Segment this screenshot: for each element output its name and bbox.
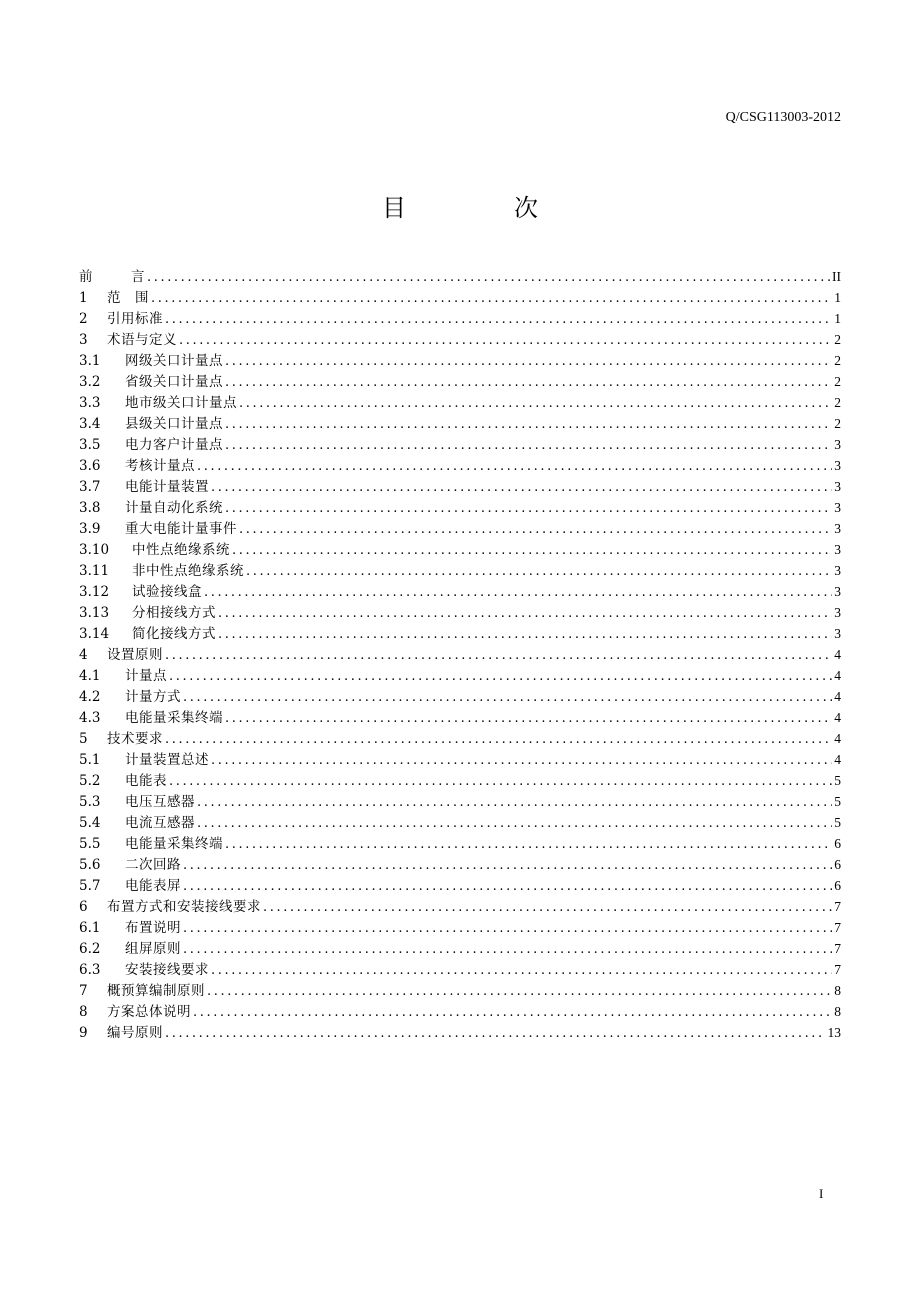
toc-entry-label: 言	[131, 269, 145, 285]
toc-entry[interactable]	[79, 749, 841, 770]
toc-entry-label: 计量装置总述	[125, 752, 209, 768]
toc-entry-page: 2	[834, 374, 841, 389]
toc-dot-leader	[165, 309, 832, 330]
toc-entry-number: 6.2	[79, 941, 101, 957]
toc-dot-leader	[165, 729, 832, 750]
toc-dot-leader	[183, 876, 832, 897]
page-number: I	[819, 1186, 824, 1201]
toc-entry[interactable]	[79, 959, 841, 980]
toc-dot-leader	[239, 393, 832, 414]
toc-entry-number: 1	[79, 290, 88, 306]
toc-entry-label: 概预算编制原则	[107, 983, 205, 999]
toc-dot-leader	[204, 582, 832, 603]
toc-entry-label: 电能量采集终端	[125, 836, 223, 852]
toc-entry[interactable]	[79, 350, 841, 371]
toc-entry-label: 重大电能计量事件	[125, 521, 237, 537]
toc-entry-page: 7	[834, 920, 841, 935]
toc-entry[interactable]	[79, 560, 841, 581]
toc-entry-number: 3	[79, 332, 88, 348]
toc-entry-label: 术语与定义	[107, 332, 177, 348]
page-title: 目 次	[382, 194, 580, 222]
toc-entry-page: 5	[834, 794, 841, 809]
toc-dot-leader	[211, 477, 832, 498]
toc-entry[interactable]	[79, 875, 841, 896]
toc-entry-page: 4	[834, 668, 841, 683]
toc-entry[interactable]	[79, 644, 841, 665]
toc-entry[interactable]	[79, 854, 841, 875]
toc-entry-page: 5	[834, 815, 841, 830]
toc-entry-number: 3.9	[79, 521, 101, 537]
toc-dot-leader	[225, 351, 832, 372]
toc-entry-page: 3	[834, 626, 841, 641]
toc-entry-page: 2	[834, 416, 841, 431]
toc-entry[interactable]	[79, 602, 841, 623]
toc-dot-leader	[183, 855, 832, 876]
toc-entry-page: 3	[834, 584, 841, 599]
toc-dot-leader	[169, 771, 832, 792]
toc-entry-page: 1	[834, 311, 841, 326]
toc-entry[interactable]	[79, 1022, 841, 1043]
toc-entry-page: 4	[834, 731, 841, 746]
toc-dot-leader	[225, 414, 832, 435]
toc-entry-label: 布置说明	[125, 920, 181, 936]
toc-dot-leader	[211, 750, 832, 771]
toc-entry-label: 县级关口计量点	[125, 416, 223, 432]
toc-dot-leader	[197, 792, 832, 813]
toc-entry-number: 2	[79, 311, 88, 327]
toc-entry-page: 1	[834, 290, 841, 305]
toc-entry-page: 5	[834, 773, 841, 788]
toc-dot-leader	[179, 330, 832, 351]
toc-entry-page: 3	[834, 542, 841, 557]
toc-dot-leader	[193, 1002, 832, 1023]
toc-entry[interactable]	[79, 686, 841, 707]
toc-entry-label: 简化接线方式	[132, 626, 216, 642]
toc-entry-page: 8	[834, 983, 841, 998]
toc-entry-page: 4	[834, 752, 841, 767]
toc-entry-page: 4	[834, 647, 841, 662]
toc-entry-label: 电能计量装置	[125, 479, 209, 495]
toc-entry-label: 二次回路	[125, 857, 181, 873]
toc-entry-number: 3.5	[79, 437, 101, 453]
toc-entry-number: 5.7	[79, 878, 101, 894]
toc-entry-page: 3	[834, 437, 841, 452]
toc-entry[interactable]	[79, 728, 841, 749]
toc-entry-number: 3.13	[79, 605, 110, 621]
toc-entry-number: 3.14	[79, 626, 110, 642]
toc-entry-number: 5.3	[79, 794, 101, 810]
toc-dot-leader	[165, 645, 832, 666]
toc-dot-leader	[225, 834, 832, 855]
toc-dot-leader	[207, 981, 832, 1002]
toc-entry-page: 4	[834, 689, 841, 704]
toc-entry-page: II	[832, 269, 841, 284]
toc-entry[interactable]	[79, 455, 841, 476]
toc-entry[interactable]	[79, 392, 841, 413]
toc-entry-number: 6.3	[79, 962, 101, 978]
toc-entry-number: 7	[79, 983, 88, 999]
toc-entry[interactable]	[79, 623, 841, 644]
toc-dot-leader	[165, 1023, 826, 1044]
toc-entry[interactable]	[79, 266, 841, 287]
document-code: Q/CSG113003-2012	[725, 110, 841, 125]
toc-dot-leader	[239, 519, 832, 540]
toc-dot-leader	[197, 456, 832, 477]
toc-dot-leader	[225, 498, 832, 519]
toc-entry-label: 地市级关口计量点	[125, 395, 237, 411]
toc-entry-label: 技术要求	[107, 731, 163, 747]
toc-entry-number: 3.11	[79, 563, 110, 579]
toc-entry[interactable]	[79, 665, 841, 686]
toc-entry-label: 电流互感器	[125, 815, 195, 831]
toc-entry-label: 引用标准	[107, 311, 163, 327]
toc-entry[interactable]	[79, 476, 841, 497]
toc-entry-number: 5.5	[79, 836, 101, 852]
toc-entry-label: 电能量采集终端	[125, 710, 223, 726]
toc-dot-leader	[147, 267, 830, 288]
toc-entry-number: 8	[79, 1004, 88, 1020]
toc-entry-label: 省级关口计量点	[125, 374, 223, 390]
toc-entry-number: 3.12	[79, 584, 110, 600]
toc-entry-page: 2	[834, 395, 841, 410]
toc-entry-label: 分相接线方式	[132, 605, 216, 621]
toc-entry-label: 考核计量点	[125, 458, 195, 474]
toc-entry-number: 4.1	[79, 668, 101, 684]
toc-entry-page: 8	[834, 1004, 841, 1019]
toc-entry[interactable]	[79, 812, 841, 833]
table-of-contents	[79, 266, 841, 1043]
toc-entry-label: 中性点绝缘系统	[132, 542, 230, 558]
toc-entry[interactable]	[79, 329, 841, 350]
toc-entry-label: 试验接线盒	[132, 584, 202, 600]
toc-entry-label: 设置原则	[107, 647, 163, 663]
toc-entry-page: 4	[834, 710, 841, 725]
toc-entry-number: 6.1	[79, 920, 101, 936]
toc-entry-label: 非中性点绝缘系统	[132, 563, 244, 579]
toc-entry-number: 3.1	[79, 353, 101, 369]
toc-dot-leader	[225, 372, 832, 393]
toc-entry-page: 3	[834, 563, 841, 578]
toc-dot-leader	[225, 435, 832, 456]
toc-entry-page: 3	[834, 605, 841, 620]
toc-dot-leader	[263, 897, 832, 918]
toc-entry-label: 组屏原则	[125, 941, 181, 957]
toc-entry[interactable]	[79, 287, 841, 308]
toc-entry-number: 4	[79, 647, 88, 663]
toc-entry[interactable]	[79, 413, 841, 434]
toc-entry[interactable]	[79, 917, 841, 938]
toc-entry-number: 5.1	[79, 752, 101, 768]
toc-entry[interactable]	[79, 896, 841, 917]
toc-entry-number: 9	[79, 1025, 88, 1041]
toc-dot-leader	[211, 960, 832, 981]
toc-entry-label: 电能表屏	[125, 878, 181, 894]
toc-entry[interactable]	[79, 581, 841, 602]
toc-entry-number: 3.2	[79, 374, 101, 390]
toc-entry[interactable]	[79, 371, 841, 392]
toc-entry-number: 6	[79, 899, 88, 915]
toc-dot-leader	[218, 603, 832, 624]
toc-entry-page: 7	[834, 899, 841, 914]
toc-entry[interactable]	[79, 539, 841, 560]
toc-entry-label: 电力客户计量点	[125, 437, 223, 453]
toc-entry-label: 布置方式和安装接线要求	[107, 899, 261, 915]
toc-entry-number: 5.6	[79, 857, 101, 873]
toc-entry-page: 6	[834, 878, 841, 893]
toc-entry-page: 6	[834, 836, 841, 851]
toc-entry-number: 3.6	[79, 458, 101, 474]
toc-entry-label: 计量自动化系统	[125, 500, 223, 516]
toc-dot-leader	[225, 708, 832, 729]
toc-entry-label: 电压互感器	[125, 794, 195, 810]
toc-entry-number: 4.2	[79, 689, 101, 705]
toc-entry[interactable]	[79, 791, 841, 812]
toc-dot-leader	[183, 939, 832, 960]
toc-entry[interactable]	[79, 308, 841, 329]
toc-dot-leader	[183, 918, 832, 939]
toc-dot-leader	[232, 540, 832, 561]
toc-entry[interactable]	[79, 938, 841, 959]
toc-entry[interactable]	[79, 770, 841, 791]
toc-entry[interactable]	[79, 1001, 841, 1022]
toc-entry[interactable]	[79, 980, 841, 1001]
toc-entry-label: 范 围	[107, 290, 149, 306]
toc-entry-page: 2	[834, 332, 841, 347]
toc-dot-leader	[246, 561, 832, 582]
toc-entry-page: 7	[834, 941, 841, 956]
toc-entry-number: 3.8	[79, 500, 101, 516]
toc-entry-number: 5.4	[79, 815, 101, 831]
toc-entry-number: 3.4	[79, 416, 101, 432]
toc-entry-label: 安装接线要求	[125, 962, 209, 978]
toc-entry-page: 3	[834, 458, 841, 473]
toc-entry-number: 4.3	[79, 710, 101, 726]
toc-entry[interactable]	[79, 434, 841, 455]
toc-entry-page: 3	[834, 500, 841, 515]
toc-entry-number: 3.10	[79, 542, 110, 558]
toc-dot-leader	[169, 666, 832, 687]
toc-entry-number: 3.7	[79, 479, 101, 495]
toc-entry[interactable]	[79, 518, 841, 539]
toc-dot-leader	[183, 687, 832, 708]
toc-entry[interactable]	[79, 707, 841, 728]
toc-entry[interactable]	[79, 497, 841, 518]
toc-entry-page: 3	[834, 521, 841, 536]
toc-entry-label: 电能表	[125, 773, 167, 789]
toc-entry-number: 3.3	[79, 395, 101, 411]
toc-entry-page: 7	[834, 962, 841, 977]
toc-entry-page: 13	[827, 1025, 841, 1040]
toc-entry[interactable]	[79, 833, 841, 854]
toc-entry-number: 5.2	[79, 773, 101, 789]
toc-dot-leader	[197, 813, 832, 834]
toc-entry-label: 网级关口计量点	[125, 353, 223, 369]
toc-dot-leader	[218, 624, 832, 645]
toc-entry-number: 前	[79, 269, 93, 285]
toc-entry-label: 方案总体说明	[107, 1004, 191, 1020]
toc-dot-leader	[151, 288, 832, 309]
toc-entry-label: 计量点	[125, 668, 167, 684]
toc-entry-page: 3	[834, 479, 841, 494]
toc-entry-number: 5	[79, 731, 88, 747]
toc-entry-label: 编号原则	[107, 1025, 163, 1041]
toc-entry-page: 6	[834, 857, 841, 872]
toc-entry-label: 计量方式	[125, 689, 181, 705]
toc-entry-page: 2	[834, 353, 841, 368]
